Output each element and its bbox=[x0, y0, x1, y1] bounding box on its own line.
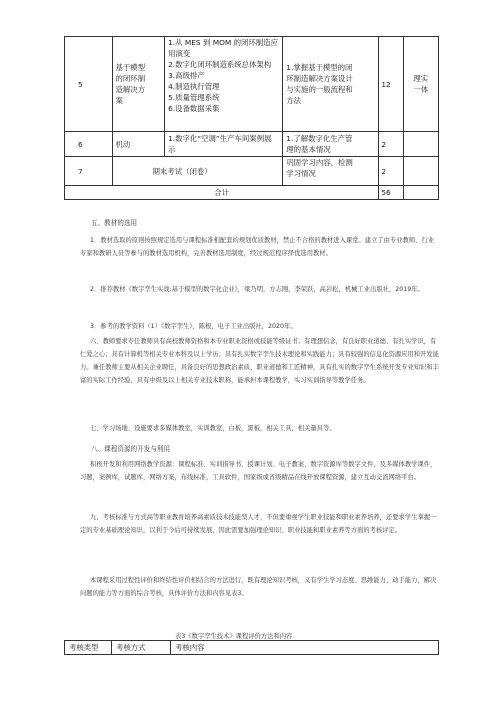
total-hours: 56 bbox=[379, 186, 403, 200]
module-hours: 12 bbox=[379, 37, 403, 132]
module-content: 1.数字化“空调”生产车间案例展 示 bbox=[165, 132, 283, 157]
module-name: 基于模型 的闭环制 造解决方 案 bbox=[112, 37, 165, 132]
module-hours: 2 bbox=[379, 132, 403, 157]
paragraph: 1．教材选取的原则按照规定选用与课程标准相配套的规划优质教材，禁止不合格的教材进入课堂。建立了由专业教师、行业专家和教研人员等参与的教材选用机构，完善教材选用制度，经过规范程序择优选用教材。 bbox=[80, 237, 435, 257]
paragraph: 2．推荐教材《数字孪生实战:基于模型的数字化企业》，梁乃明，方志刚，李荣跃，高岩松，机械工业出版社，2019年。 bbox=[90, 286, 424, 293]
teaching-method: 理实 一体 bbox=[403, 37, 438, 132]
module-goal: 巩固学习内容，检测 学习情况 bbox=[283, 157, 379, 186]
row-number: 6 bbox=[65, 132, 113, 157]
table-row bbox=[65, 37, 439, 132]
header-cell: 考核方式 bbox=[112, 641, 171, 655]
teaching-method bbox=[403, 157, 438, 186]
table-row bbox=[65, 157, 439, 186]
paragraph: 积极开发和利用网络教学资源：课程标准、实训指导书、授课计划、电子教案、数字资源库等数字文件，及多媒体教学课件，习题，案例库，试题库，网络方案，布线标准，工具软件，国家级或省级精品在线开放课程资源，建立互动交流网络平台。 bbox=[80, 461, 437, 481]
course-schedule-table bbox=[64, 36, 439, 200]
section-heading: 八、课程资源的开发与利用 bbox=[91, 445, 171, 453]
module-goal: 1.掌握基于模型的闭 环制造解决方案设计 与实施的一般流程和 方法 bbox=[283, 37, 379, 132]
module-name: 机动 bbox=[112, 132, 165, 157]
table-row bbox=[65, 132, 439, 157]
module-goal: 1.了解数字化生产管 理的基本情况 bbox=[283, 132, 379, 157]
module-hours: 2 bbox=[379, 157, 403, 186]
table-row-total bbox=[65, 186, 439, 200]
paragraph: 九、考核标准与方式高等职业教育培养高素质技术技能型人才，不但要重视学生职业技能和职业素养培养，还要求学生掌握一定的专业基础理论知识，以利于今后可持续发展，因此需要加强理论知识、职业技能和职业素养等方面的考核评定。 bbox=[80, 514, 437, 534]
assessment-table bbox=[64, 640, 439, 655]
row-number: 5 bbox=[65, 37, 113, 132]
section-heading: 五、教材的选用 bbox=[91, 219, 138, 227]
paragraph: 本课程采用过程性评价和终结性评价相结合的方法进行，既有理论知识考核，又有学生学习态度、思维能力、动手能力，解决问题的能力等方面的综合考核，具体评价方法和内容见表3。 bbox=[80, 577, 437, 597]
header-cell: 考核内容 bbox=[171, 641, 439, 655]
paragraph: 六、教师要求专任教师具有高校教师资格和本专业职业资格或技能等级证书；有理想信念，有良好职业道德、有扎实学识，有仁爱之心；具有计算机等相关专业本科及以上学历；具有扎实数字孪生技术理论和实践能力；具有较强的信息化资源应用和开发能力。兼任教师主要从相关企业聘任，具备良好的思想政治素质、职业道德和工匠精神，具有扎实的数字孪生系统开发专业知识和丰富的实际工作经验，具有中级及以上相关专业技术职称，能承担本课程教学，实习实训指导等教学任务。 bbox=[80, 338, 439, 384]
header-cell: 考核类型 bbox=[65, 641, 112, 655]
module-content: 1.从 MES 到 MOM 的闭环制造应 用演变 2.数字化闭环制造系统总体架构 3.高级排产 4.制造执行管理 5.质量管理系统 6.设备数据采集 bbox=[165, 37, 283, 132]
table-caption: 表3《数字孪生技术》课程评价方法和内容 bbox=[175, 633, 293, 640]
table-header-row bbox=[65, 641, 439, 655]
paragraph: 3．参考的教学资料（1）《数字孪生》，陈根，电子工业出版社，2020年。 bbox=[90, 323, 297, 330]
row-number: 7 bbox=[65, 157, 113, 186]
teaching-method bbox=[403, 186, 438, 200]
total-label: 合计 bbox=[65, 186, 379, 200]
teaching-method bbox=[403, 132, 438, 157]
paragraph: 七、学习场地、设施要求多媒体教室，实训教室，白板，黑板，相关工具，相关量具等。 bbox=[90, 425, 336, 432]
module-name: 期末考试（闭卷） bbox=[112, 157, 283, 186]
